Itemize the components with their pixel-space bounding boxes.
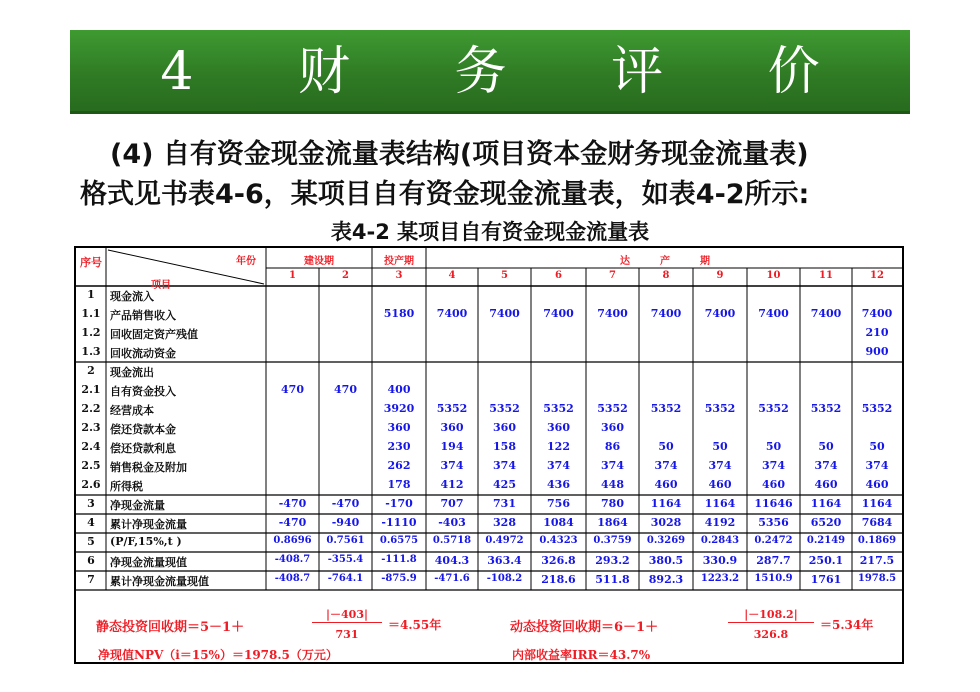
table-cell: -764.1	[327, 573, 364, 584]
row-item: 现金流入	[110, 290, 154, 303]
table-cell: 0.4972	[485, 535, 524, 546]
dynamic-payback-denominator: 326.8	[753, 628, 789, 641]
row-item: 偿还贷款利息	[110, 442, 176, 455]
table-cell: 11646	[754, 497, 793, 510]
row-number: 2.5	[81, 459, 101, 472]
table-cell: 425	[493, 478, 516, 491]
paragraph-line-1: (4) 自有资金现金流量表结构(项目资本金财务现金流量表)	[110, 139, 809, 170]
table-cell: 400	[387, 383, 411, 396]
row-number: 1.2	[81, 326, 101, 339]
header-year-12: 12	[870, 270, 884, 281]
table-cell: 460	[865, 478, 889, 491]
table-cell: 7400	[861, 307, 893, 320]
table-cell: 5352	[758, 402, 789, 415]
table-cell: 470	[281, 383, 304, 396]
table-cell: 230	[387, 440, 411, 453]
table-cell: -108.2	[486, 573, 523, 584]
table-cell: 731	[493, 497, 516, 510]
table-cell: 4192	[704, 516, 736, 529]
table-cell: 1761	[810, 573, 842, 586]
row-item: 销售税金及附加	[110, 461, 187, 474]
table-cell: 448	[601, 478, 624, 491]
table-cell: 404.3	[434, 554, 470, 567]
table-cell: 326.8	[541, 554, 576, 567]
row-number: 2.2	[81, 402, 101, 415]
row-number: 2	[87, 364, 95, 377]
table-cell: 7684	[861, 516, 893, 529]
table-cell: 5352	[597, 402, 628, 415]
header-year-8: 8	[662, 270, 670, 281]
title-banner	[70, 30, 910, 114]
table-cell: 5352	[436, 402, 468, 415]
table-cell: 0.2843	[700, 535, 740, 546]
table-cell: 7400	[597, 307, 628, 320]
table-cell: 360	[440, 421, 464, 434]
paragraph-line-2: 格式见书表4-6，某项目自有资金现金流量表，如表4-2所示:	[80, 179, 810, 210]
table-cell: 5352	[810, 402, 842, 415]
table-cell: 287.7	[756, 554, 791, 567]
row-item: 净现金流量	[110, 499, 165, 512]
row-number: 1.1	[81, 307, 101, 320]
static-payback-result: ＝4.55年	[388, 618, 442, 632]
table-cell: 7400	[650, 307, 682, 320]
table-cell: -355.4	[327, 554, 364, 565]
static-payback-denominator: 731	[335, 628, 359, 641]
table-cell: -408.7	[274, 554, 311, 565]
table-cell: 328	[493, 516, 516, 529]
table-cell: 380.5	[648, 554, 684, 567]
row-item: 产品销售收入	[110, 309, 176, 322]
cash-flow-table	[74, 246, 904, 664]
table-cell: 122	[547, 440, 570, 453]
header-year-3: 3	[395, 270, 403, 281]
table-cell: 1164	[704, 497, 736, 510]
row-item: 现金流出	[110, 366, 154, 379]
table-cell: 194	[440, 440, 464, 453]
row-item: 累计净现金流量现值	[110, 575, 209, 588]
table-cell: 900	[865, 345, 889, 358]
row-item: 累计净现金流量	[110, 518, 187, 531]
table-cell: 0.1869	[857, 535, 897, 546]
row-number: 3	[87, 497, 95, 510]
table-cell: -471.6	[434, 573, 470, 584]
table-cell: 707	[440, 497, 464, 510]
table-cell: 158	[493, 440, 516, 453]
table-cell: 756	[547, 497, 570, 510]
row-number: 6	[87, 554, 95, 567]
row-item: 自有资金投入	[110, 385, 176, 398]
table-cell: 7400	[758, 307, 789, 320]
table-cell: 0.2149	[806, 535, 846, 546]
table-cell: 374	[440, 459, 464, 472]
table-cell: 360	[601, 421, 624, 434]
table-cell: 7400	[810, 307, 842, 320]
table-cell: 0.3759	[593, 535, 632, 546]
table-cell: -940	[331, 516, 360, 529]
table-cell: 1164	[650, 497, 682, 510]
slide-title: 4 财 务 评 价	[160, 42, 864, 102]
table-cell: 178	[387, 478, 411, 491]
table-cell: 511.8	[595, 573, 630, 586]
table-cell: 460	[708, 478, 732, 491]
table-cell: 50	[765, 440, 782, 453]
table-cell: 3028	[650, 516, 682, 529]
table-cell: 1978.5	[857, 573, 897, 584]
table-cell: 1223.2	[700, 573, 740, 584]
table-cell: 293.2	[595, 554, 630, 567]
table-cell: 470	[334, 383, 357, 396]
table-cell: 0.5718	[432, 535, 472, 546]
table-cell: 0.2472	[754, 535, 793, 546]
table-cell: 5352	[704, 402, 736, 415]
row-number: 2.1	[81, 383, 101, 396]
table-cell: 7400	[543, 307, 574, 320]
table-cell: 374	[814, 459, 838, 472]
row-item: 偿还贷款本金	[110, 423, 176, 436]
table-caption: 表4-2 某项目自有资金现金流量表	[330, 220, 650, 244]
header-year-11: 11	[819, 270, 833, 281]
table-cell: 1084	[543, 516, 574, 529]
table-cell: 363.4	[487, 554, 522, 567]
row-item: 净现金流量现值	[110, 556, 187, 569]
row-item: (P/F,15%,t )	[110, 535, 182, 548]
table-cell: 1510.9	[754, 573, 793, 584]
header-year-7: 7	[609, 270, 616, 281]
table-cell: 262	[387, 459, 411, 472]
row-item: 回收固定资产残值	[110, 328, 198, 341]
table-cell: -111.8	[381, 554, 417, 565]
table-cell: 250.1	[808, 554, 844, 567]
table-cell: -470	[278, 497, 307, 510]
header-seq: 序号	[80, 256, 102, 269]
table-cell: 5352	[489, 402, 520, 415]
header-item: 项目	[151, 280, 171, 291]
table-cell: 5352	[861, 402, 893, 415]
table-cell: 360	[547, 421, 570, 434]
row-number: 1.3	[81, 345, 101, 358]
dynamic-payback-numerator: |－108.2|	[728, 606, 814, 623]
header-year: 年份	[236, 256, 256, 267]
table-cell: 210	[865, 326, 889, 339]
row-item: 经营成本	[110, 404, 154, 417]
irr-result: 内部收益率IRR＝43.7%	[512, 648, 651, 662]
dynamic-payback-label: 动态投资回收期＝6－1＋	[510, 620, 659, 635]
table-cell: -408.7	[274, 573, 311, 584]
table-cell: 5356	[758, 516, 789, 529]
row-number: 7	[87, 573, 95, 586]
table-cell: 374	[708, 459, 732, 472]
row-number: 4	[87, 516, 95, 529]
table-cell: 412	[440, 478, 464, 491]
header-year-5: 5	[501, 270, 508, 281]
table-cell: 0.6575	[379, 535, 419, 546]
table-cell: 50	[818, 440, 834, 453]
table-cell: 460	[762, 478, 785, 491]
table-cell: 374	[865, 459, 889, 472]
table-cell: 780	[601, 497, 624, 510]
table-cell: 374	[601, 459, 624, 472]
table-cell: -470	[278, 516, 307, 529]
row-number: 2.6	[81, 478, 101, 491]
static-payback-numerator: |－403|	[312, 606, 382, 623]
table-cell: 460	[654, 478, 678, 491]
table-cell: 5180	[383, 307, 415, 320]
table-cell: 374	[493, 459, 516, 472]
header-production: 达 产 期	[620, 256, 710, 267]
row-item: 所得税	[110, 480, 143, 493]
table-cell: 360	[493, 421, 516, 434]
table-cell: 3920	[383, 402, 415, 415]
table-cell: 50	[658, 440, 674, 453]
table-cell: 7400	[704, 307, 736, 320]
header-year-2: 2	[342, 270, 349, 281]
table-cell: 1164	[861, 497, 893, 510]
header-year-10: 10	[766, 270, 781, 281]
header-year-6: 6	[555, 270, 562, 281]
table-cell: 0.4323	[539, 535, 578, 546]
row-number: 2.4	[81, 440, 101, 453]
table-cell: 360	[387, 421, 411, 434]
table-cell: 1164	[810, 497, 842, 510]
table-cell: 374	[762, 459, 785, 472]
table-cell: 374	[654, 459, 678, 472]
table-cell: 5352	[543, 402, 574, 415]
table-cell: 217.5	[859, 554, 895, 567]
npv-result: 净现值NPV（i＝15%）＝1978.5（万元）	[98, 648, 338, 662]
table-cell: 218.6	[541, 573, 576, 586]
static-payback-label: 静态投资回收期＝5－1＋	[96, 620, 245, 635]
header-year-9: 9	[716, 270, 724, 281]
table-cell: 6520	[810, 516, 842, 529]
table-cell: 50	[869, 440, 885, 453]
row-number: 1	[87, 288, 95, 301]
table-cell: 460	[814, 478, 838, 491]
table-cell: -875.9	[381, 573, 417, 584]
table-cell: -470	[331, 497, 360, 510]
table-cell: 436	[547, 478, 570, 491]
table-cell: -1110	[381, 516, 417, 529]
header-year-1: 1	[289, 270, 296, 281]
table-cell: 86	[604, 440, 621, 453]
header-year-4: 4	[448, 270, 456, 281]
row-number: 2.3	[81, 421, 101, 434]
table-cell: 374	[547, 459, 570, 472]
row-number: 5	[87, 535, 95, 548]
header-construction: 建设期	[304, 256, 334, 267]
table-cell: 7400	[436, 307, 468, 320]
table-cell: 7400	[489, 307, 520, 320]
header-commissioning: 投产期	[384, 256, 414, 267]
table-cell: 50	[712, 440, 728, 453]
table-cell: 0.3269	[646, 535, 686, 546]
table-cell: 0.8696	[273, 535, 312, 546]
table-cell: 5352	[650, 402, 682, 415]
table-cell: -170	[385, 497, 413, 510]
table-cell: 0.7561	[326, 535, 365, 546]
table-cell: -403	[438, 516, 466, 529]
row-item: 回收流动资金	[110, 347, 176, 360]
table-cell: 1864	[597, 516, 628, 529]
dynamic-payback-result: ＝5.34年	[820, 618, 874, 632]
table-cell: 892.3	[648, 573, 684, 586]
table-cell: 330.9	[702, 554, 738, 567]
